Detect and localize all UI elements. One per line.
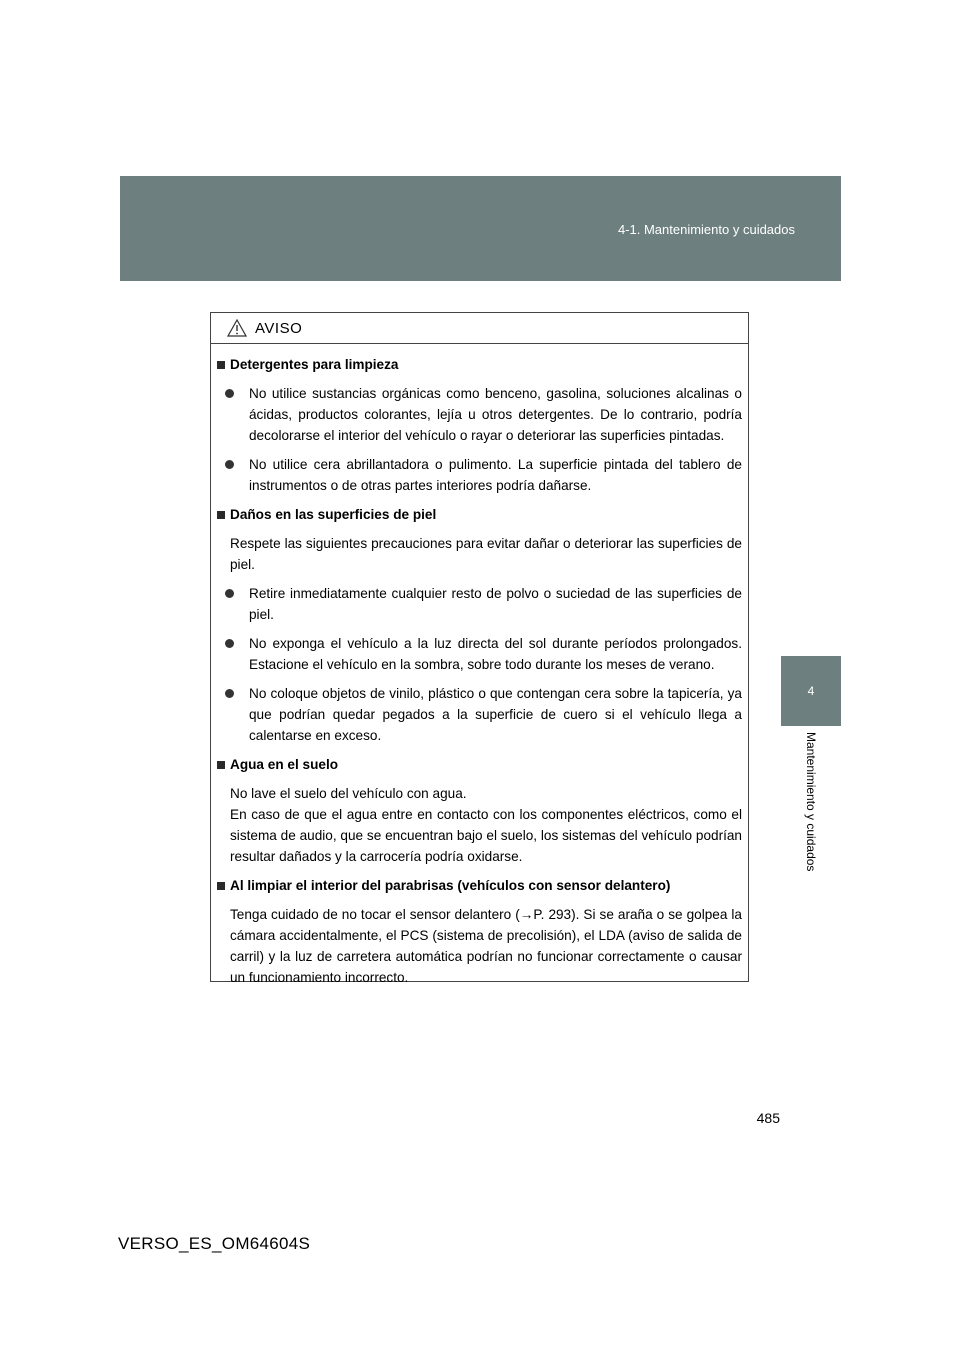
round-bullet-icon: [225, 639, 234, 648]
list-item-text: No coloque objetos de vinilo, plástico o que contengan cera sobre la tapicería, ya que podrían quedar pegados a la superficie de cuero si el vehículo llega a calentarse en exceso.: [249, 686, 742, 743]
list-item: [217, 454, 742, 496]
square-bullet-icon: [217, 761, 225, 769]
warning-body: [211, 344, 748, 988]
list-item-text: No utilice cera abrillantadora o pulimento. La superficie pintada del tablero de instrumentos o de otras partes interiores podría dañarse.: [249, 457, 742, 493]
list-item: [217, 383, 742, 446]
warning-title: AVISO: [255, 319, 303, 337]
list-item: [217, 683, 742, 746]
header-band: [120, 176, 841, 281]
section-heading-text: Detergentes para limpieza: [230, 357, 399, 372]
list-item: [217, 583, 742, 625]
section-heading: [217, 875, 742, 896]
paragraph: Tenga cuidado de no tocar el sensor delantero (→P. 293). Si se araña o se golpea la cámara accidentalmente, el PCS (sistema de precolisión), el LDA (aviso de salida de carril) y la luz de carretera automática podrían no funcionar correctamente o causar un funcionamiento incorrecto.: [230, 907, 742, 985]
page-number: 485: [756, 1110, 780, 1126]
section-heading-text: Al limpiar el interior del parabrisas (vehículos con sensor delantero): [230, 878, 671, 893]
list-item-text: Retire inmediatamente cualquier resto de polvo o suciedad de las superficies de piel.: [249, 586, 742, 622]
section-heading-text: Daños en las superficies de piel: [230, 507, 437, 522]
round-bullet-icon: [225, 389, 234, 398]
section-heading: [217, 754, 742, 775]
chapter-tab-label-strip: [781, 726, 841, 956]
list-item-text: No utilice sustancias orgánicas como benceno, gasolina, soluciones alcalinas o ácidas, productos colorantes, lejía u otros detergentes. De lo contrario, podría decolorarse el interior del vehículo o rayar o deteriorar las superficies pintadas.: [249, 386, 742, 443]
round-bullet-icon: [225, 460, 234, 469]
paragraph: No lave el suelo del vehículo con agua.: [230, 786, 467, 801]
chapter-tab-number: 4: [781, 656, 841, 726]
square-bullet-icon: [217, 361, 225, 369]
warning-box: [210, 312, 749, 985]
round-bullet-icon: [225, 589, 234, 598]
square-bullet-icon: [217, 882, 225, 890]
round-bullet-icon: [225, 689, 234, 698]
list-item: [217, 633, 742, 675]
section-heading-text: Agua en el suelo: [230, 757, 339, 772]
warning-header: [211, 313, 748, 344]
paragraph: En caso de que el agua entre en contacto con los componentes eléctricos, como el sistema de audio, que se encuentran bajo el suelo, los sistemas del vehículo podrían resultar dañados y la carrocería podría oxidarse.: [230, 807, 742, 864]
section-heading: [217, 354, 742, 375]
warning-triangle-icon: [227, 319, 247, 337]
list-item-text: No exponga el vehículo a la luz directa del sol durante períodos prolongados. Estacione el vehículo en la sombra, sobre todo durante los meses de verano.: [249, 636, 742, 672]
paragraph: Respete las siguientes precauciones para evitar dañar o deteriorar las superficies de piel.: [230, 536, 742, 572]
section-heading: [217, 504, 742, 525]
chapter-tab-label: Mantenimiento y cuidados: [804, 732, 818, 872]
square-bullet-icon: [217, 511, 225, 519]
document-code: VERSO_ES_OM64604S: [118, 1234, 311, 1253]
section-title: 4-1. Mantenimiento y cuidados: [617, 222, 795, 237]
